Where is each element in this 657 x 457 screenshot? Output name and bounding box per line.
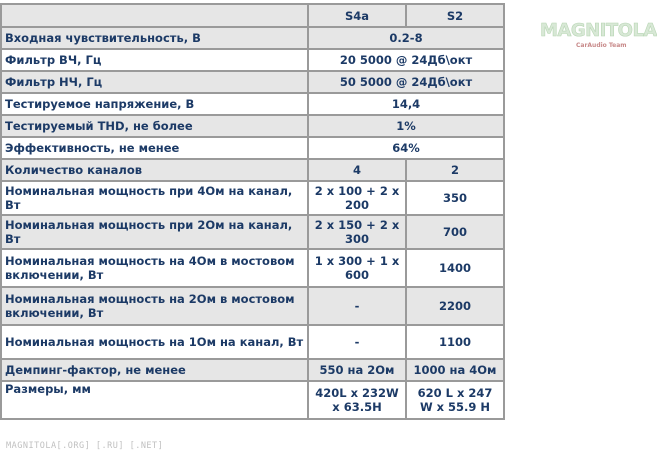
table-row [1, 249, 504, 287]
row-label: Номинальная мощность на 1Ом на канал, Вт [1, 325, 308, 359]
table-row [1, 93, 504, 115]
row-value: 14,4 [308, 93, 504, 115]
header-row [1, 4, 504, 27]
table-row [1, 71, 504, 93]
row-value-s2: 350 [406, 181, 504, 215]
row-value-s2: 2200 [406, 287, 504, 325]
table-row [1, 49, 504, 71]
table-row [1, 137, 504, 159]
row-value: 50 5000 @ 24Дб\окт [308, 71, 504, 93]
row-label: Номинальная мощность на 4Ом в мостовом включении, Вт [1, 249, 308, 287]
row-label: Входная чувствительность, В [1, 27, 308, 49]
row-value-s2: 1000 на 4Ом [406, 359, 504, 381]
table-row [1, 181, 504, 215]
row-value-s4a: - [308, 325, 406, 359]
row-label: Демпинг-фактор, не менее [1, 359, 308, 381]
row-value-s2: 620 L x 247 W x 55.9 H [406, 381, 504, 419]
header-corner-cell [1, 4, 308, 27]
row-value-s2: 700 [406, 215, 504, 249]
row-value-s4a: 1 x 300 + 1 x 600 [308, 249, 406, 287]
row-value-s4a: 4 [308, 159, 406, 181]
row-value-s2: 1100 [406, 325, 504, 359]
header-s2: S2 [406, 4, 504, 27]
row-label: Номинальная мощность на 2Ом в мостовом включении, Вт [1, 287, 308, 325]
row-value: 64% [308, 137, 504, 159]
row-value: 1% [308, 115, 504, 137]
table-row [1, 287, 504, 325]
table-row [1, 159, 504, 181]
row-label: Тестируемый THD, не более [1, 115, 308, 137]
row-label: Эффективность, не менее [1, 137, 308, 159]
row-value-s4a: - [308, 287, 406, 325]
table-row [1, 27, 504, 49]
footer-watermark: MAGNITOLA[.ORG] [.RU] [.NET] [6, 441, 164, 451]
row-value: 20 5000 @ 24Дб\окт [308, 49, 504, 71]
table-row [1, 115, 504, 137]
table-row [1, 325, 504, 359]
row-label: Номинальная мощность при 4Ом на канал, Вт [1, 181, 308, 215]
row-value-s4a: 420L x 232W x 63.5H [308, 381, 406, 419]
row-value-s4a: 550 на 2Ом [308, 359, 406, 381]
row-label: Фильтр ВЧ, Гц [1, 49, 308, 71]
row-value-s2: 2 [406, 159, 504, 181]
row-label: Фильтр НЧ, Гц [1, 71, 308, 93]
row-label: Тестируемое напряжение, В [1, 93, 308, 115]
magnitola-logo [540, 20, 657, 54]
row-label: Размеры, мм [1, 381, 308, 419]
row-label: Количество каналов [1, 159, 308, 181]
header-s4a: S4a [308, 4, 406, 27]
row-label: Номинальная мощность при 2Ом на канал, Вт [1, 215, 308, 249]
logo-subtitle: CarAudio Team [576, 42, 627, 49]
row-value-s4a: 2 x 150 + 2 x 300 [308, 215, 406, 249]
row-value: 0.2-8 [308, 27, 504, 49]
spec-table [0, 3, 505, 420]
table-row [1, 359, 504, 381]
row-value-s2: 1400 [406, 249, 504, 287]
row-value-s4a: 2 x 100 + 2 x 200 [308, 181, 406, 215]
table-row [1, 381, 504, 419]
logo-text: MAGNITOLA [540, 20, 657, 41]
table-row [1, 215, 504, 249]
